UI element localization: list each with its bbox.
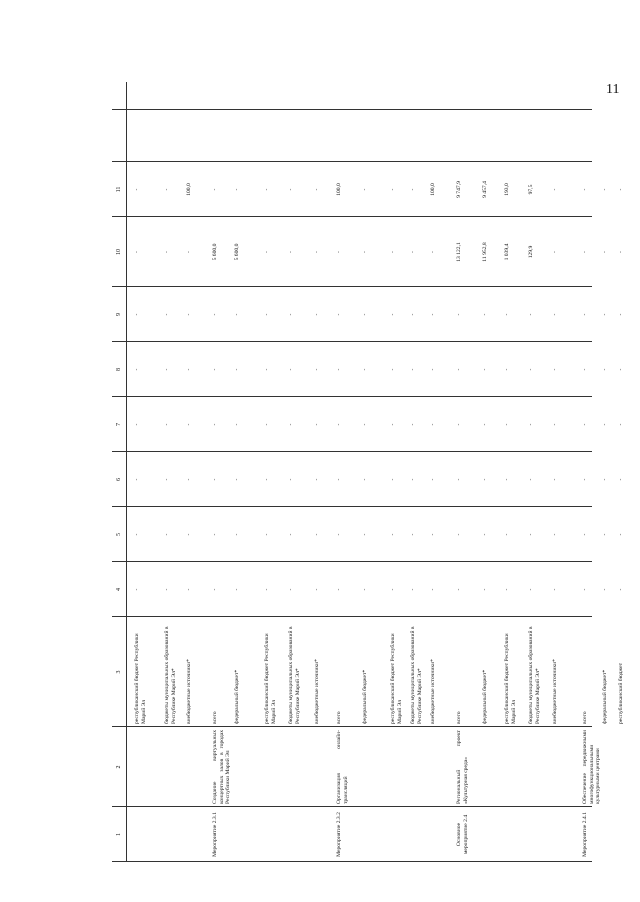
table-cell-value: - bbox=[482, 478, 488, 481]
table-line bbox=[112, 506, 592, 507]
table-cell-value: - bbox=[164, 188, 170, 191]
table-cell-value: - bbox=[602, 423, 608, 426]
table-cell-value: - bbox=[410, 423, 416, 426]
table-cell-value: - bbox=[552, 188, 558, 191]
table-cell-value: - bbox=[390, 588, 396, 591]
funding-source: федеральный бюджет* bbox=[602, 669, 608, 724]
table-cell-value: - bbox=[134, 251, 140, 253]
table-cell-value: - bbox=[602, 478, 608, 481]
table-cell-value: - bbox=[186, 533, 192, 536]
table-cell-value: - bbox=[186, 588, 192, 591]
table-cell-value: - bbox=[336, 588, 342, 591]
table-cell-value: - bbox=[618, 251, 624, 253]
table-cell-value: - bbox=[618, 423, 624, 426]
table-cell-value: - bbox=[528, 533, 534, 536]
table-cell-value: - bbox=[212, 533, 218, 536]
table-cell-value: - bbox=[212, 478, 218, 481]
table-cell-value: - bbox=[164, 313, 170, 316]
table-cell-value: - bbox=[504, 313, 510, 316]
table-cell-value: - bbox=[314, 251, 320, 253]
table-cell-value: - bbox=[504, 533, 510, 536]
table-cell-value: - bbox=[410, 588, 416, 591]
table-cell-value: - bbox=[164, 588, 170, 591]
table-cell-value: - bbox=[482, 533, 488, 536]
table-cell-value: - bbox=[390, 533, 396, 536]
table-cell-value: 11 952,8 bbox=[482, 242, 488, 262]
column-header: 10 bbox=[116, 249, 122, 255]
table-cell-value: - bbox=[482, 368, 488, 371]
table-cell-value: - bbox=[528, 313, 534, 316]
table-cell-value: - bbox=[164, 423, 170, 426]
table-cell-value: - bbox=[390, 368, 396, 371]
table-cell-value: - bbox=[336, 533, 342, 536]
row-description: Региональный проект «Культурная среда» bbox=[456, 730, 469, 804]
table-cell-value: - bbox=[186, 313, 192, 316]
table-cell-value: - bbox=[552, 588, 558, 591]
table-cell-value: 5 600,0 bbox=[212, 243, 218, 261]
table-cell-value: - bbox=[264, 588, 270, 591]
table-cell-value: - bbox=[602, 251, 608, 253]
table-cell-value: - bbox=[164, 533, 170, 536]
table-cell-value: - bbox=[288, 188, 294, 191]
table-cell-value: - bbox=[362, 188, 368, 191]
table-cell-value: - bbox=[528, 368, 534, 371]
funding-source: всего bbox=[212, 711, 218, 724]
table-cell-value: - bbox=[430, 588, 436, 591]
budget-table bbox=[112, 82, 624, 862]
table-cell-value: - bbox=[314, 533, 320, 536]
funding-source: федеральный бюджет* bbox=[362, 669, 368, 724]
funding-source: республиканский бюджет bbox=[618, 662, 624, 724]
table-cell-value: - bbox=[264, 533, 270, 536]
table-line bbox=[112, 616, 592, 617]
table-cell-value: - bbox=[164, 251, 170, 253]
funding-source: федеральный бюджет* bbox=[482, 669, 488, 724]
table-cell-value: - bbox=[618, 478, 624, 481]
table-cell-value: - bbox=[390, 251, 396, 253]
table-cell-value: - bbox=[264, 423, 270, 426]
row-label: Мероприятие 2.3.2 bbox=[336, 812, 342, 857]
table-cell-value: - bbox=[602, 533, 608, 536]
table-cell-value: 129,9 bbox=[528, 245, 534, 259]
table-cell-value: - bbox=[618, 368, 624, 371]
table-cell-value: - bbox=[314, 188, 320, 191]
row-label: Основное мероприятие 2.4 bbox=[456, 814, 469, 855]
table-cell-value: - bbox=[164, 368, 170, 371]
table-cell-value: - bbox=[504, 368, 510, 371]
table-line bbox=[112, 396, 592, 397]
funding-source: внебюджетные источники* bbox=[430, 659, 436, 724]
table-cell-value: - bbox=[390, 313, 396, 316]
column-header: 6 bbox=[116, 478, 122, 481]
funding-source: всего bbox=[336, 711, 342, 724]
table-line bbox=[112, 109, 592, 110]
table-cell-value: - bbox=[186, 423, 192, 426]
table-cell-value: - bbox=[552, 368, 558, 371]
table-cell-value: - bbox=[336, 478, 342, 481]
table-cell-value: - bbox=[528, 478, 534, 481]
table-cell-value: - bbox=[362, 368, 368, 371]
table-cell-value: 9 457,4 bbox=[482, 181, 488, 198]
table-cell-value: - bbox=[410, 368, 416, 371]
table-cell-value: - bbox=[602, 313, 608, 316]
table-cell-value: - bbox=[336, 313, 342, 316]
table-cell-value: - bbox=[134, 533, 140, 536]
table-cell-value: - bbox=[582, 368, 588, 371]
column-header: 7 bbox=[116, 423, 122, 426]
column-header: 2 bbox=[116, 765, 122, 769]
table-cell-value: - bbox=[504, 478, 510, 481]
table-cell-value: - bbox=[314, 588, 320, 591]
table-cell-value: - bbox=[314, 313, 320, 316]
table-cell-value: - bbox=[134, 588, 140, 591]
table-cell-value: - bbox=[582, 478, 588, 481]
table-cell-value: - bbox=[212, 423, 218, 426]
table-cell-value: - bbox=[552, 251, 558, 253]
table-cell-value: - bbox=[362, 313, 368, 316]
table-cell-value: - bbox=[314, 478, 320, 481]
funding-source: бюджеты муниципальных образований в Республике Марий Эл* bbox=[288, 626, 301, 724]
table-cell-value: - bbox=[430, 368, 436, 371]
table-cell-value: - bbox=[134, 313, 140, 316]
table-line bbox=[112, 161, 592, 162]
table-cell-value: - bbox=[212, 313, 218, 316]
table-cell-value: - bbox=[134, 478, 140, 481]
table-cell-value: - bbox=[234, 533, 240, 536]
table-cell-value: - bbox=[410, 251, 416, 253]
table-cell-value: - bbox=[410, 478, 416, 481]
table-cell-value: - bbox=[582, 533, 588, 536]
table-cell-value: 5 600,0 bbox=[234, 243, 240, 261]
table-cell-value: - bbox=[582, 423, 588, 426]
table-cell-value: - bbox=[430, 313, 436, 316]
table-cell-value: - bbox=[482, 423, 488, 426]
funding-source: бюджеты муниципальных образований в Республике Марий Эл* bbox=[164, 626, 177, 724]
row-label: Мероприятие 2.4.1 bbox=[582, 812, 588, 857]
table-cell-value: - bbox=[410, 188, 416, 191]
table-cell-value: - bbox=[264, 313, 270, 316]
funding-source: внебюджетные источники* bbox=[552, 659, 558, 724]
table-cell-value: - bbox=[264, 368, 270, 371]
table-cell-value: - bbox=[264, 478, 270, 481]
table-cell-value: - bbox=[134, 423, 140, 426]
table-cell-value: - bbox=[618, 313, 624, 316]
row-label: Мероприятие 2.3.1 bbox=[212, 812, 218, 857]
table-cell-value: - bbox=[234, 588, 240, 591]
table-cell-value: 100,0 bbox=[336, 183, 342, 196]
table-cell-value: - bbox=[362, 533, 368, 536]
table-cell-value: - bbox=[390, 478, 396, 481]
table-cell-value: - bbox=[186, 251, 192, 253]
table-cell-value: - bbox=[552, 478, 558, 481]
table-cell-value: - bbox=[288, 478, 294, 481]
table-cell-value: - bbox=[288, 588, 294, 591]
table-cell-value: - bbox=[234, 368, 240, 371]
table-cell-value: - bbox=[602, 588, 608, 591]
table-cell-value: - bbox=[264, 251, 270, 253]
table-cell-value: - bbox=[212, 368, 218, 371]
table-cell-value: - bbox=[430, 478, 436, 481]
table-cell-value: - bbox=[288, 251, 294, 253]
table-cell-value: - bbox=[314, 368, 320, 371]
table-cell-value: - bbox=[618, 188, 624, 191]
table-cell-value: - bbox=[362, 251, 368, 253]
table-cell-value: - bbox=[264, 188, 270, 191]
row-description: Обеспечение передвижными многофункциональными культурными центрами bbox=[582, 730, 602, 804]
table-cell-value: - bbox=[336, 423, 342, 426]
table-cell-value: - bbox=[186, 478, 192, 481]
funding-source: федеральный бюджет* bbox=[234, 669, 240, 724]
column-header: 9 bbox=[116, 313, 122, 316]
table-cell-value: - bbox=[504, 423, 510, 426]
table-cell-value: - bbox=[212, 188, 218, 191]
table-line bbox=[112, 806, 592, 807]
table-cell-value: - bbox=[288, 368, 294, 371]
table-line bbox=[112, 341, 592, 342]
table-cell-value: - bbox=[288, 423, 294, 426]
table-cell-value: - bbox=[482, 313, 488, 316]
table-cell-value: - bbox=[134, 368, 140, 371]
header-rule bbox=[126, 82, 127, 862]
table-cell-value: - bbox=[582, 188, 588, 191]
table-cell-value: - bbox=[362, 423, 368, 426]
funding-source: внебюджетные источники* bbox=[186, 659, 192, 724]
column-header: 4 bbox=[116, 588, 122, 591]
table-cell-value: 97,5 bbox=[528, 184, 534, 195]
table-cell-value: - bbox=[390, 423, 396, 426]
column-header: 11 bbox=[116, 186, 122, 193]
table-cell-value: - bbox=[456, 423, 462, 426]
table-cell-value: - bbox=[456, 588, 462, 591]
table-cell-value: - bbox=[336, 368, 342, 371]
funding-source: бюджеты муниципальных образований в Республике Марий Эл* bbox=[528, 626, 541, 724]
table-line bbox=[112, 861, 592, 862]
funding-source: республиканский бюджет Республики Марий Эл bbox=[390, 633, 403, 724]
table-cell-value: - bbox=[602, 368, 608, 371]
table-cell-value: - bbox=[430, 423, 436, 426]
table-cell-value: - bbox=[288, 313, 294, 316]
table-cell-value: - bbox=[582, 313, 588, 316]
table-cell-value: 100,0 bbox=[430, 183, 436, 196]
table-cell-value: - bbox=[582, 588, 588, 591]
table-cell-value: - bbox=[212, 588, 218, 591]
table-cell-value: 13 122,1 bbox=[456, 242, 462, 262]
table-cell-value: - bbox=[618, 533, 624, 536]
table-cell-value: - bbox=[336, 251, 342, 253]
table-cell-value: - bbox=[618, 588, 624, 591]
table-cell-value: - bbox=[482, 588, 488, 591]
table-cell-value: - bbox=[602, 188, 608, 191]
table-cell-value: - bbox=[430, 251, 436, 253]
table-cell-value: - bbox=[552, 533, 558, 536]
table-cell-value: - bbox=[456, 368, 462, 371]
table-cell-value: - bbox=[234, 423, 240, 426]
table-cell-value: - bbox=[134, 188, 140, 191]
table-cell-value: - bbox=[582, 251, 588, 253]
column-header: 5 bbox=[116, 533, 122, 536]
column-header: 1 bbox=[116, 833, 122, 836]
table-cell-value: - bbox=[234, 313, 240, 316]
row-description: Организация онлайн-трансляций bbox=[336, 730, 349, 804]
table-cell-value: - bbox=[552, 423, 558, 426]
funding-source: всего bbox=[456, 711, 462, 724]
table-cell-value: - bbox=[164, 478, 170, 481]
table-cell-value: - bbox=[362, 478, 368, 481]
table-cell-value: 193,0 bbox=[504, 183, 510, 196]
table-cell-value: - bbox=[504, 588, 510, 591]
table-cell-value: - bbox=[430, 533, 436, 536]
table-cell-value: - bbox=[314, 423, 320, 426]
table-cell-value: 9 747,9 bbox=[456, 181, 462, 198]
page-number: 11 bbox=[606, 82, 620, 97]
table-cell-value: 1 039,4 bbox=[504, 243, 510, 261]
table-cell-value: - bbox=[234, 478, 240, 481]
funding-source: республиканский бюджет Республики Марий Эл bbox=[504, 633, 517, 724]
table-cell-value: - bbox=[288, 533, 294, 536]
table-cell-value: - bbox=[528, 423, 534, 426]
table-cell-value: - bbox=[456, 478, 462, 481]
table-cell-value: - bbox=[456, 533, 462, 536]
table-cell-value: - bbox=[456, 313, 462, 316]
funding-source: республиканский бюджет Республики Марий Эл bbox=[264, 633, 277, 724]
table-cell-value: - bbox=[410, 533, 416, 536]
table-cell-value: - bbox=[410, 313, 416, 316]
table-cell-value: - bbox=[362, 588, 368, 591]
table-cell-value: - bbox=[186, 368, 192, 371]
table-line bbox=[112, 726, 592, 727]
funding-source: бюджеты муниципальных образований в Республике Марий Эл* bbox=[410, 626, 423, 724]
table-line bbox=[112, 216, 592, 217]
table-line bbox=[112, 286, 592, 287]
row-description: Создание виртуальных концертных залов в городах Республики Марий Эл bbox=[212, 730, 232, 804]
funding-source: республиканский бюджет Республики Марий Эл bbox=[134, 633, 147, 724]
table-cell-value: 100,0 bbox=[186, 183, 192, 196]
column-header: 3 bbox=[116, 670, 122, 674]
table-cell-value: - bbox=[528, 588, 534, 591]
column-header: 8 bbox=[116, 368, 122, 371]
table-cell-value: - bbox=[234, 188, 240, 191]
table-line bbox=[112, 561, 592, 562]
table-cell-value: - bbox=[390, 188, 396, 191]
funding-source: всего bbox=[582, 711, 588, 724]
funding-source: внебюджетные источники* bbox=[314, 659, 320, 724]
table-cell-value: - bbox=[552, 313, 558, 316]
table-line bbox=[112, 451, 592, 452]
